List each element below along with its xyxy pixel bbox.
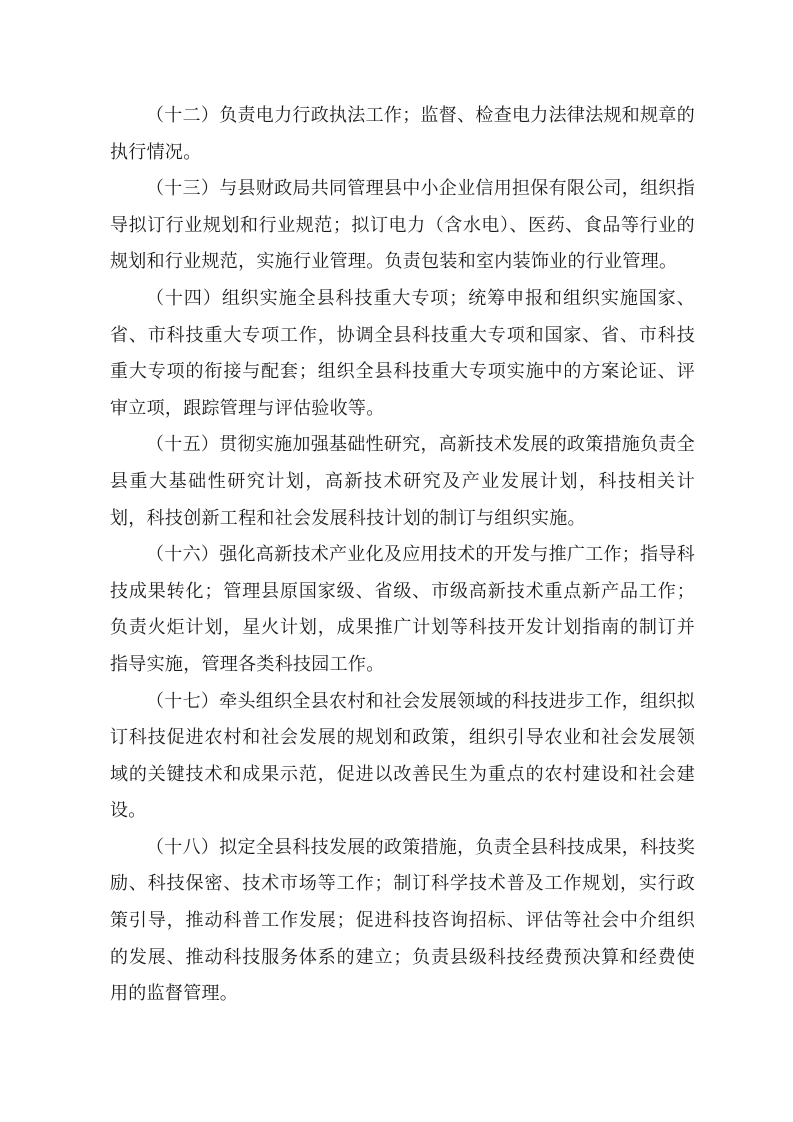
paragraph-18: （十八）拟定全县科技发展的政策措施，负责全县科技成果，科技奖励、科技保密、技术市场等工作；制订科学技术普及工作规划，实行政策引导，推动科普工作发展；促进科技咨询招标、评估等社会中介组织的发展、推动科技服务体系的建立；负责县级科技经费预决算和经费使用的监督管理。: [110, 836, 695, 1005]
paragraph-15: （十五）贯彻实施加强基础性研究，高新技术发展的政策措施负责全县重大基础性研究计划，高新技术研究及产业发展计划，科技相关计划，科技创新工程和社会发展科技计划的制订与组织实施。: [110, 434, 695, 529]
paragraph-12: （十二）负责电力行政执法工作；监督、检查电力法律法规和规章的执行情况。: [110, 105, 695, 163]
paragraph-17: （十七）牵头组织全县农村和社会发展领域的科技进步工作，组织拟订科技促进农村和社会发展的规划和政策，组织引导农业和社会发展领域的关键技术和成果示范，促进以改善民生为重点的农村建设和社会建设。: [110, 690, 695, 822]
paragraph-13: （十三）与县财政局共同管理县中小企业信用担保有限公司，组织指导拟订行业规划和行业规范；拟订电力（含水电）、医药、食品等行业的规划和行业规范，实施行业管理。负责包装和室内装饰业的行业管理。: [110, 178, 695, 273]
paragraph-14: （十四）组织实施全县科技重大专项；统筹申报和组织实施国家、省、市科技重大专项工作，协调全县科技重大专项和国家、省、市科技重大专项的衔接与配套；组织全县科技重大专项实施中的方案论证、评审立项，跟踪管理与评估验收等。: [110, 287, 695, 419]
document-body: [110, 98, 695, 1013]
paragraph-16: （十六）强化高新技术产业化及应用技术的开发与推广工作；指导科技成果转化；管理县原国家级、省级、市级高新技术重点新产品工作；负责火炬计划，星火计划，成果推广计划等科技开发计划指南的制订并指导实施，管理各类科技园工作。: [110, 544, 695, 675]
